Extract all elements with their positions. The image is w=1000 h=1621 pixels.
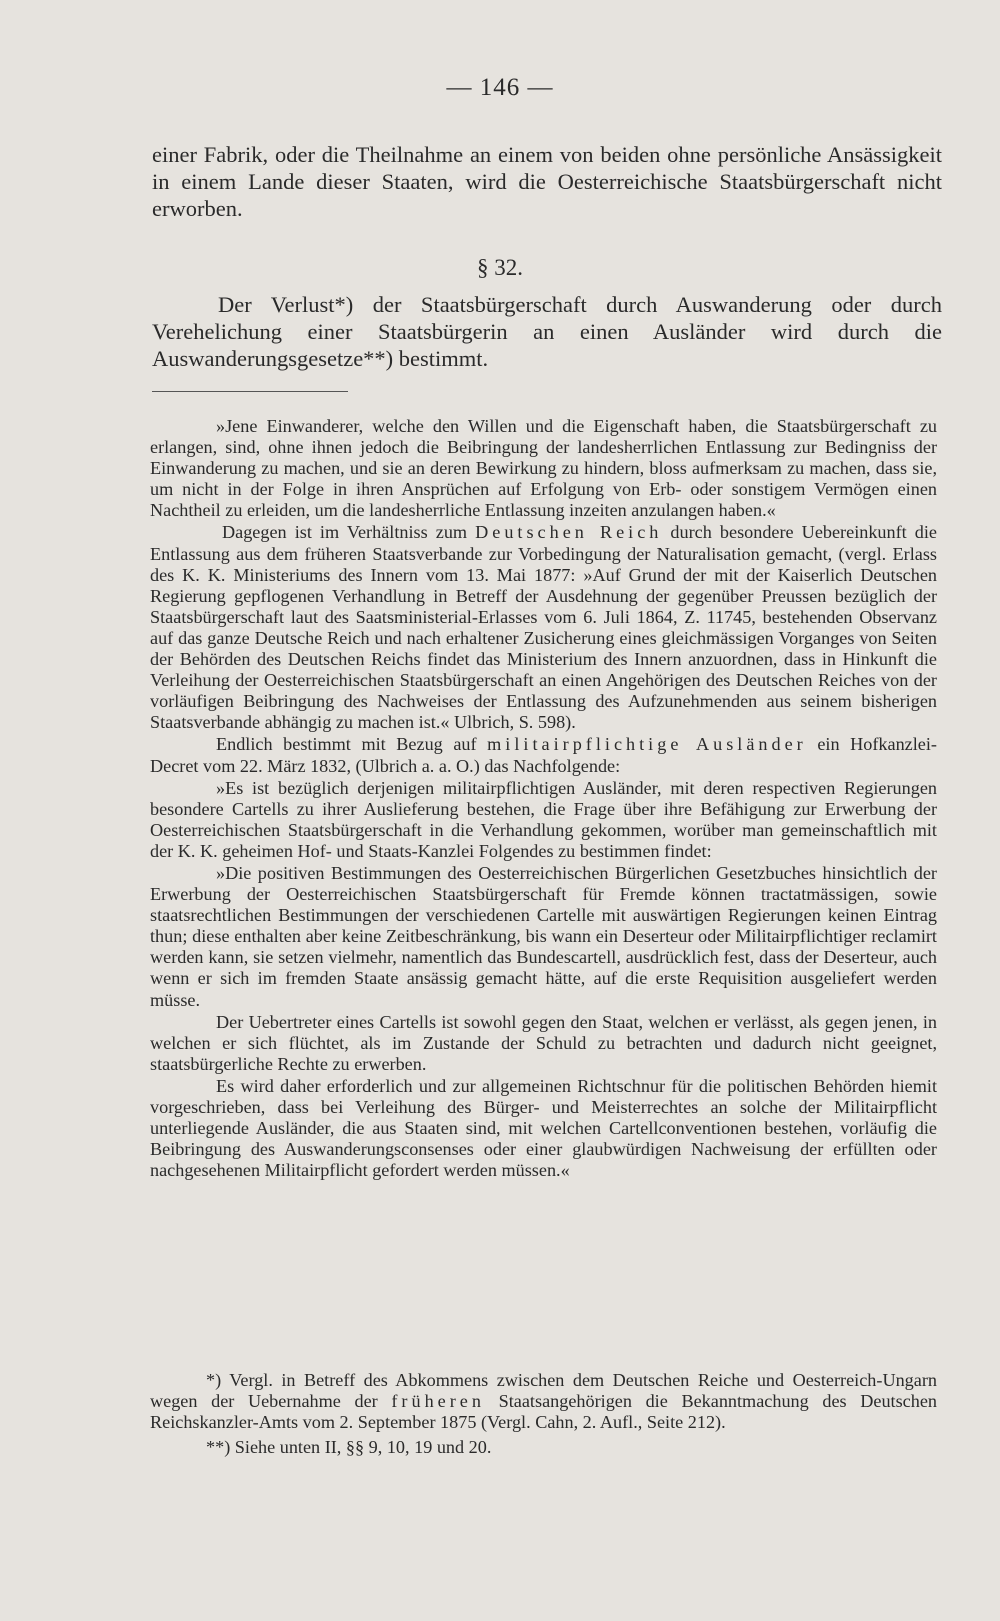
separator-rule [152, 391, 348, 392]
footnote-1-start: *) Vergl. in Betreff des Abkommens zwischen dem Deutschen Reiche und Oesterreich-Ungarn wegen der Uebernahme der [150, 1370, 937, 1411]
footnote-1-rest: Staatsangehörigen die Bekanntmachung des Deutschen Reichskanzler-Amts vom 2. September 1875 (Vergl. Cahn, 2. Aufl., Seite 212). [150, 1391, 937, 1432]
note-paragraph-2-rest: durch besondere Uebereinkunft die Entlassung aus dem früheren Staatsverbande zur Vorbedingung der Naturalisation gemacht, (vergl. Erlass des K. K. Ministeriums des Innern vom 13. Mai 1877: »Auf Grund der mit der Kaiserlich Deutschen Regierung gepflogenen Verhandlung in Betreff der Ausdehnung der gegenüber Preussen bezüglich der Staatsbürgerschaft laut des Saatsministerial-Erlasses vom 6. Juli 1864, Z. 11745, bestehenden Observanz auf das ganze Deutsche Reich und nach erhaltener Zusicherung eines gleichmässigen Vorganges von Seiten der Behörden des Deutschen Reichs findet das Ministerium des Innern anzuordnen, dass in Hinkunft die Verleihung der Oesterreichischen Staatsbürgerschaft an einen Angehörigen des Deutschen Reiches von der vorläufigen Beibringung des Nachweises der Entlassung des Aufzunehmenden aus seinem bisherigen Staatsverbande abhängig zu machen ist.« Ulbrich, S. 598). [150, 522, 938, 733]
section-heading: § 32. [477, 255, 523, 280]
note-paragraph-1: »Jene Einwanderer, welche den Willen und die Eigenschaft haben, die Staatsbürgerschaft zu erlangen, sind, ohne ihnen jedoch die Beibringung der landesherrlichen Entlassung zur Bedingniss der Einwanderung zu machen, und sie an deren Bewirkung zu hindern, bloss aufmerksam zu machen, dass sie, um nicht in der Folge in ihren Ansprüchen auf Erfolgung von Erb- oder sonstigem Vermögen einen Nachtheil zu erleiden, um die landesherrliche Entlassung inzeiten anzulangen haben.« [150, 416, 937, 521]
note-paragraph-2-start: Dagegen ist im Verhältniss zum [222, 522, 476, 543]
intro-text: einer Fabrik, oder die Theilnahme an einem von beiden ohne persönliche Ansässigkeit in einem Lande dieser Staaten, wird die Oesterreichische Staatsbürgerschaft nicht erworben. [152, 142, 942, 221]
notes-block [150, 416, 937, 1182]
note-paragraph-3-start: Endlich bestimmt mit Bezug auf [216, 734, 488, 755]
footnote-2: **) Siehe unten II, §§ 9, 10, 19 und 20. [206, 1437, 492, 1457]
section-text: Der Verlust*) der Staatsbürgerschaft durch Auswanderung oder durch Verehelichung einer Staatsbürgerin an einen Ausländer wird durch die Auswanderungsgesetze**) bestimmt. [152, 292, 942, 371]
footnote-1 [150, 1370, 937, 1433]
emphasis-frueheren: früheren [391, 1391, 485, 1411]
section-paragraph [152, 291, 942, 372]
note-paragraph-3 [150, 734, 937, 776]
intro-paragraph [152, 141, 942, 222]
note-paragraph-5: »Die positiven Bestimmungen des Oesterreichischen Bürgerlichen Gesetzbuches hinsichtlich der Erwerbung der Oesterreichischen Staatsbürgerschaft für Fremde können tractatmässigen, sowie staatsrechtlichen Bestimmungen der verschiedenen Cartelle mit auswärtigen Regierungen keinen Eintrag thun; diese enthalten aber keine Zeitbeschränkung, bis wann ein Deserteur oder Militairpflichtiger reclamirt werden kann, sie setzen vielmehr, namentlich das Bundescartell, ausdrücklich fest, dass der Deserteur, auch wenn er sich im fremden Staate ansässig gemacht hätte, auf die erste Requisition ausgeliefert werden müsse. [150, 862, 937, 1010]
emphasis-militairpflichtige: militairpflichtige Ausländer [487, 734, 807, 755]
note-paragraph-4: »Es ist bezüglich derjenigen militairpflichtigen Ausländer, mit deren respectiven Regierungen besondere Cartells zu ihrer Auslieferung bestehen, die Frage über ihre Befähigung zur Erwerbung der Oesterreichischen Staatsbürgerschaft in die Verhandlung gekommen, worüber man gemeinschaftlich mit der K. K. geheimen Hof- und Staats-Kanzlei Folgendes zu bestimmen findet: [150, 777, 937, 861]
page-number: — 146 — [446, 74, 554, 101]
note-paragraph-7: Es wird daher erforderlich und zur allgemeinen Richtschnur für die politischen Behörden hiemit vorgeschrieben, dass bei Verleihung des Bürger- und Meisterrechtes an solche der Militairpflicht unterliegende Ausländer, die aus Staaten sind, mit welchen Cartellconventionen bestehen, vorläufig die Beibringung des Auswanderungsconsenses oder einer glaubwürdigen Nachweisung der erfüllten oder nachgesehenen Militairpflicht gefordert werden müssen.« [150, 1075, 937, 1181]
note-paragraph-2 [150, 522, 937, 733]
footnotes [150, 1370, 937, 1462]
emphasis-deutschen-reich: Deutschen Reich [475, 522, 663, 543]
note-paragraph-3-rest: ein Hofkanzlei-Decret vom 22. März 1832, (Ulbrich a. a. O.) das Nachfolgende: [150, 734, 937, 776]
note-paragraph-6: Der Uebertreter eines Cartells ist sowohl gegen den Staat, welchen er verlässt, als gegen jenen, in welchen er sich flüchtet, als im Zustande der Schuld zu betrachten und dadurch nicht geeignet, staatsbürgerliche Rechte zu erwerben. [150, 1011, 937, 1074]
